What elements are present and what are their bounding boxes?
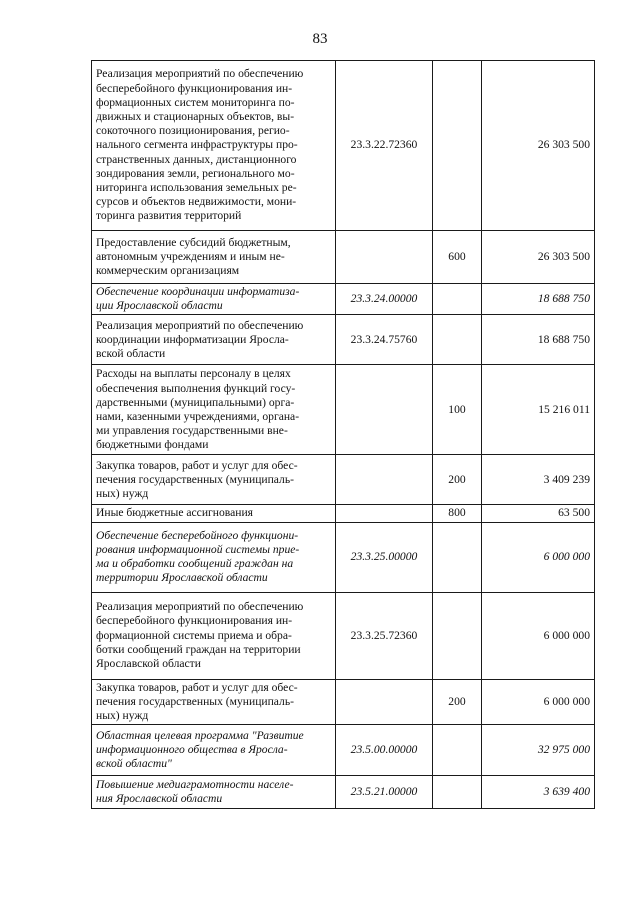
item-name-line: Повышение медиаграмотности населе- — [96, 778, 294, 792]
target-article-code-cell: 23.3.24.75760 — [336, 315, 433, 365]
target-article-code-cell — [336, 365, 433, 455]
item-name-line: Обеспечение координации информатиза- — [96, 285, 300, 298]
table-row — [92, 522, 595, 592]
target-article-code-cell — [336, 455, 433, 505]
target-article-code-cell: 23.5.21.00000 — [336, 776, 433, 809]
item-name-line: формационных систем мониторинга по- — [96, 95, 295, 109]
item-name-line: нами, казенными учреждениями, органа- — [96, 409, 300, 423]
item-name-line: ния Ярославской области — [96, 792, 223, 806]
item-name-line: обеспечения выполнения функций госу- — [96, 381, 296, 395]
expense-type-cell — [433, 522, 482, 592]
item-name-line: территории Ярославской области — [96, 571, 268, 585]
item-name-cell — [92, 284, 336, 315]
target-article-code-cell: 23.5.00.00000 — [336, 725, 433, 776]
item-name-line: ных) нужд — [96, 487, 149, 500]
amount-cell: 26 303 500 — [482, 61, 595, 231]
item-name-line: Реализация мероприятий по обеспечению — [96, 67, 304, 81]
table-row — [92, 315, 595, 365]
amount-cell: 6 000 000 — [482, 522, 595, 592]
item-name-line: Предоставление субсидий бюджетным, — [96, 235, 291, 249]
table-row — [92, 365, 595, 455]
item-name-line: коммерческим организациям — [96, 264, 240, 278]
item-name-line: Ярославской области — [96, 656, 201, 670]
item-name-line: движных и стационарных объектов, вы- — [96, 109, 295, 123]
amount-cell: 6 000 000 — [482, 592, 595, 679]
item-name-line: координации информатизации Яросла- — [96, 332, 289, 346]
item-name-cell — [92, 365, 336, 455]
item-name-line: рования информационной системы прие- — [96, 542, 300, 556]
table-row — [92, 679, 595, 725]
amount-cell: 3 409 239 — [482, 455, 595, 505]
item-name-cell — [92, 455, 336, 505]
item-name-cell — [92, 61, 336, 231]
item-name-line: ми управления государственными вне- — [96, 424, 288, 438]
amount-cell: 18 688 750 — [482, 315, 595, 365]
item-name-line: Расходы на выплаты персоналу в целях — [96, 367, 291, 381]
item-name-line: Реализация мероприятий по обеспечению — [96, 600, 304, 614]
table-row — [92, 592, 595, 679]
item-name-line: вской области" — [96, 757, 172, 771]
item-name-cell — [92, 679, 336, 725]
item-name-line: торинга развития территорий — [96, 209, 242, 223]
table-row — [92, 61, 595, 231]
expense-type-cell: 800 — [433, 505, 482, 522]
expense-type-cell: 100 — [433, 365, 482, 455]
amount-cell: 63 500 — [482, 505, 595, 522]
amount-cell: 6 000 000 — [482, 679, 595, 725]
item-name-line: автономным учреждениям и иным не- — [96, 249, 285, 263]
item-name-cell — [92, 776, 336, 809]
budget-table-body — [92, 61, 595, 809]
item-name-line: Обеспечение бесперебойного функциони- — [96, 528, 299, 542]
target-article-code-cell: 23.3.22.72360 — [336, 61, 433, 231]
item-name-line: нального сегмента инфраструктуры про- — [96, 138, 298, 152]
target-article-code-cell — [336, 231, 433, 284]
item-name-line: ма и обработки сообщений граждан на — [96, 557, 294, 571]
target-article-code-cell: 23.3.25.72360 — [336, 592, 433, 679]
item-name-cell — [92, 231, 336, 284]
item-name-line: странственных данных, дистанционного — [96, 152, 297, 166]
amount-cell: 26 303 500 — [482, 231, 595, 284]
target-article-code-cell — [336, 679, 433, 725]
expense-type-cell — [433, 592, 482, 679]
page-number: 83 — [312, 31, 328, 47]
target-article-code-cell: 23.3.25.00000 — [336, 522, 433, 592]
item-name-line: бесперебойного функционирования ин- — [96, 81, 293, 95]
item-name-line: Иные бюджетные ассигнования — [96, 506, 253, 520]
item-name-cell — [92, 592, 336, 679]
expense-type-cell — [433, 725, 482, 776]
table-row — [92, 725, 595, 776]
amount-cell: 18 688 750 — [482, 284, 595, 315]
amount-cell: 32 975 000 — [482, 725, 595, 776]
expense-type-cell — [433, 284, 482, 315]
item-name-line: вской области — [96, 347, 166, 360]
expense-type-cell — [433, 776, 482, 809]
item-name-line: Закупка товаров, работ и услуг для обес- — [96, 458, 298, 472]
amount-cell: 3 639 400 — [482, 776, 595, 809]
item-name-cell — [92, 725, 336, 776]
expense-type-cell — [433, 315, 482, 365]
item-name-line: Реализация мероприятий по обеспечению — [96, 318, 304, 332]
item-name-line: бюджетными фондами — [96, 438, 209, 452]
table-row — [92, 505, 595, 522]
item-name-line: дарственными (муниципальными) орга- — [96, 395, 295, 409]
item-name-cell — [92, 315, 336, 365]
item-name-line: зондирования земли, регионального мо- — [96, 166, 295, 180]
expense-type-cell: 200 — [433, 455, 482, 505]
expense-type-cell: 200 — [433, 679, 482, 725]
amount-cell: 15 216 011 — [482, 365, 595, 455]
item-name-line: сокоточного позиционирования, регио- — [96, 124, 290, 138]
table-row — [92, 776, 595, 809]
item-name-line: бесперебойного функционирования ин- — [96, 614, 293, 628]
expense-type-cell — [433, 61, 482, 231]
budget-table — [91, 60, 595, 809]
item-name-line: сурсов и объектов недвижимости, мони- — [96, 195, 297, 209]
item-name-line: печения государственных (муниципаль- — [96, 472, 294, 486]
item-name-line: ниторинга использования земельных ре- — [96, 181, 297, 194]
item-name-cell — [92, 522, 336, 592]
item-name-line: Областная целевая программа "Развитие — [96, 728, 304, 742]
item-name-cell — [92, 505, 336, 522]
item-name-line: Закупка товаров, работ и услуг для обес- — [96, 680, 298, 694]
table-row — [92, 284, 595, 315]
target-article-code-cell — [336, 505, 433, 522]
item-name-line: ных) нужд — [96, 709, 149, 723]
table-row — [92, 231, 595, 284]
item-name-line: информационного общества в Яросла- — [96, 743, 288, 757]
table-row — [92, 455, 595, 505]
item-name-line: печения государственных (муниципаль- — [96, 694, 294, 708]
item-name-line: ботки сообщений граждан на территории — [96, 642, 301, 656]
expense-type-cell: 600 — [433, 231, 482, 284]
item-name-line: ции Ярославской области — [96, 299, 223, 313]
target-article-code-cell: 23.3.24.00000 — [336, 284, 433, 315]
item-name-line: формационной системы приема и обра- — [96, 628, 292, 642]
